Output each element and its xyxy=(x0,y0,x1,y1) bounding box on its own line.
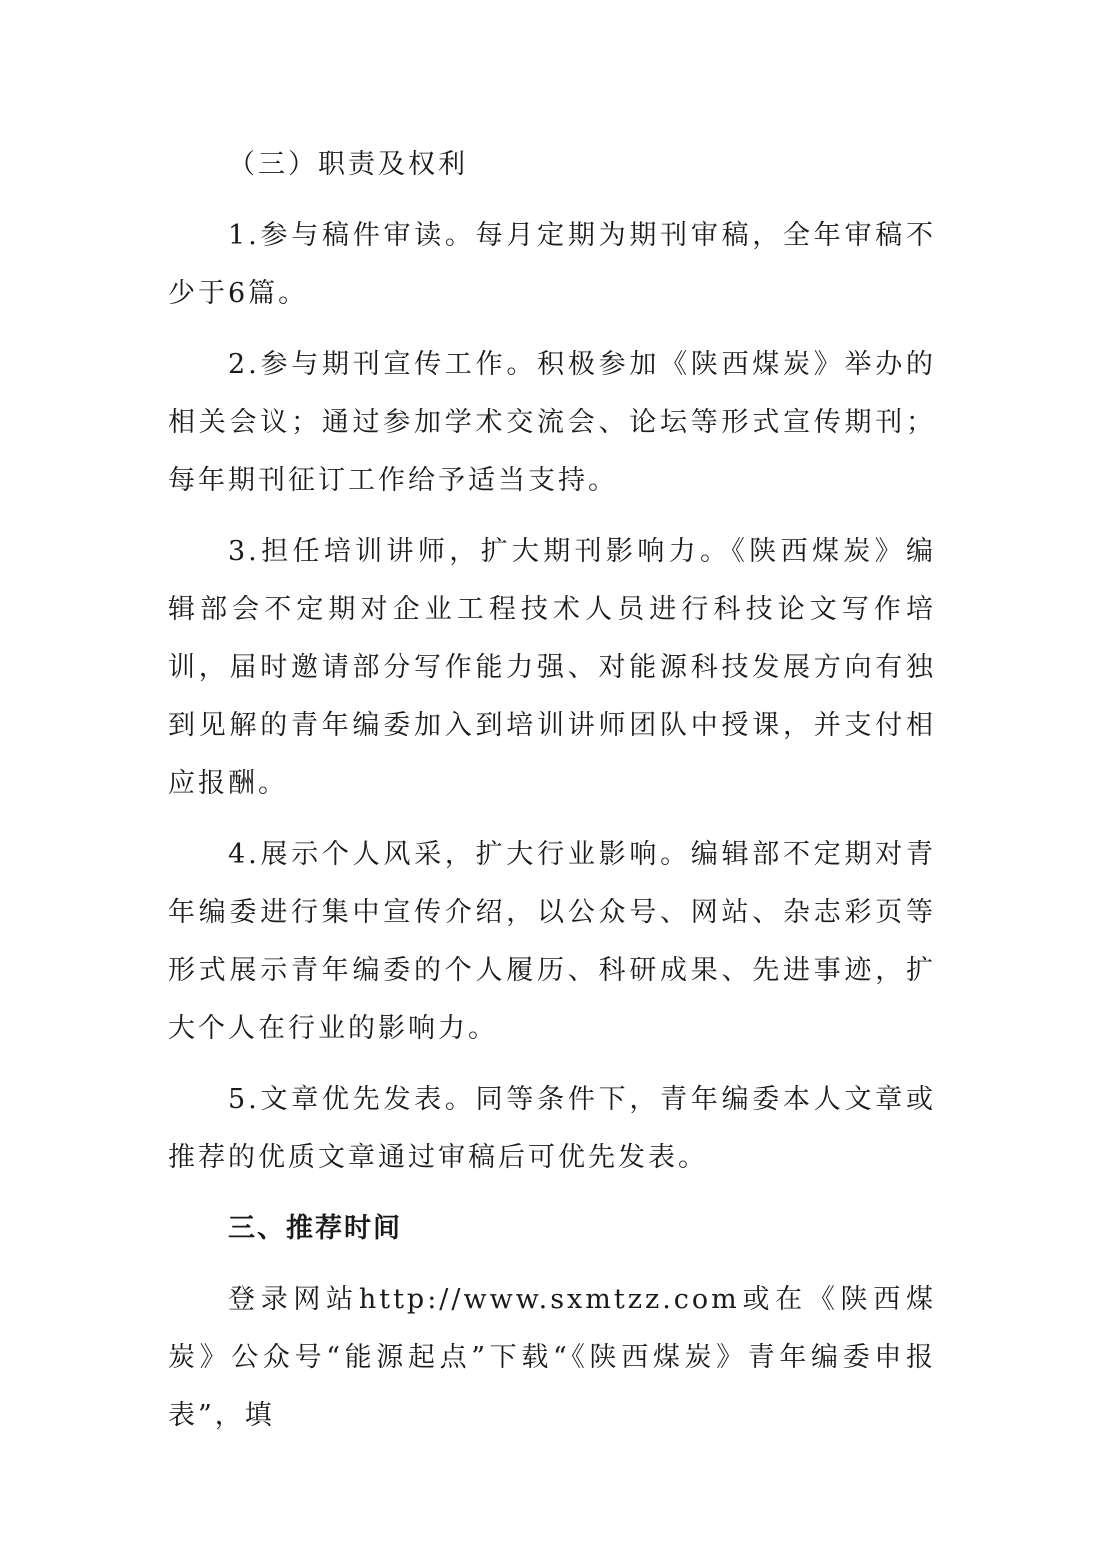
item-3-training-lecturer: 3.担任培训讲师，扩大期刊影响力。《陕西煤炭》编辑部会不定期对企业工程技术人员进行科技论文写作培训，届时邀请部分写作能力强、对能源科技发展方向有独到见解的青年编委加入到培训讲师团队中授课，并支付相应报酬。 xyxy=(168,536,936,799)
item-1-manuscript-review: 1.参与稿件审读。每月定期为期刊审稿，全年审稿不少于6篇。 xyxy=(168,220,936,309)
item-2-journal-promotion: 2.参与期刊宣传工作。积极参加《陕西煤炭》举办的相关会议；通过参加学术交流会、论坛等形式宣传期刊；每年期刊征订工作给予适当支持。 xyxy=(168,349,936,496)
section-heading-recommendation-time: 三、推荐时间 xyxy=(228,1213,402,1244)
subheading-duties-rights: （三）职责及权利 xyxy=(228,149,468,180)
item-5-priority-publication: 5.文章优先发表。同等条件下，青年编委本人文章或推荐的优质文章通过审稿后可优先发表。 xyxy=(168,1084,936,1173)
item-4-personal-showcase: 4.展示个人风采，扩大行业影响。编辑部不定期对青年编委进行集中宣传介绍，以公众号、网站、杂志彩页等形式展示青年编委的个人履历、科研成果、先进事迹，扩大个人在行业的影响力。 xyxy=(168,839,936,1044)
closing-paragraph: 登录网站http://www.sxmtzz.com或在《陕西煤炭》公众号“能源起点”下载“《陕西煤炭》青年编委申报表”，填 xyxy=(168,1284,936,1431)
document-body xyxy=(168,136,936,1458)
